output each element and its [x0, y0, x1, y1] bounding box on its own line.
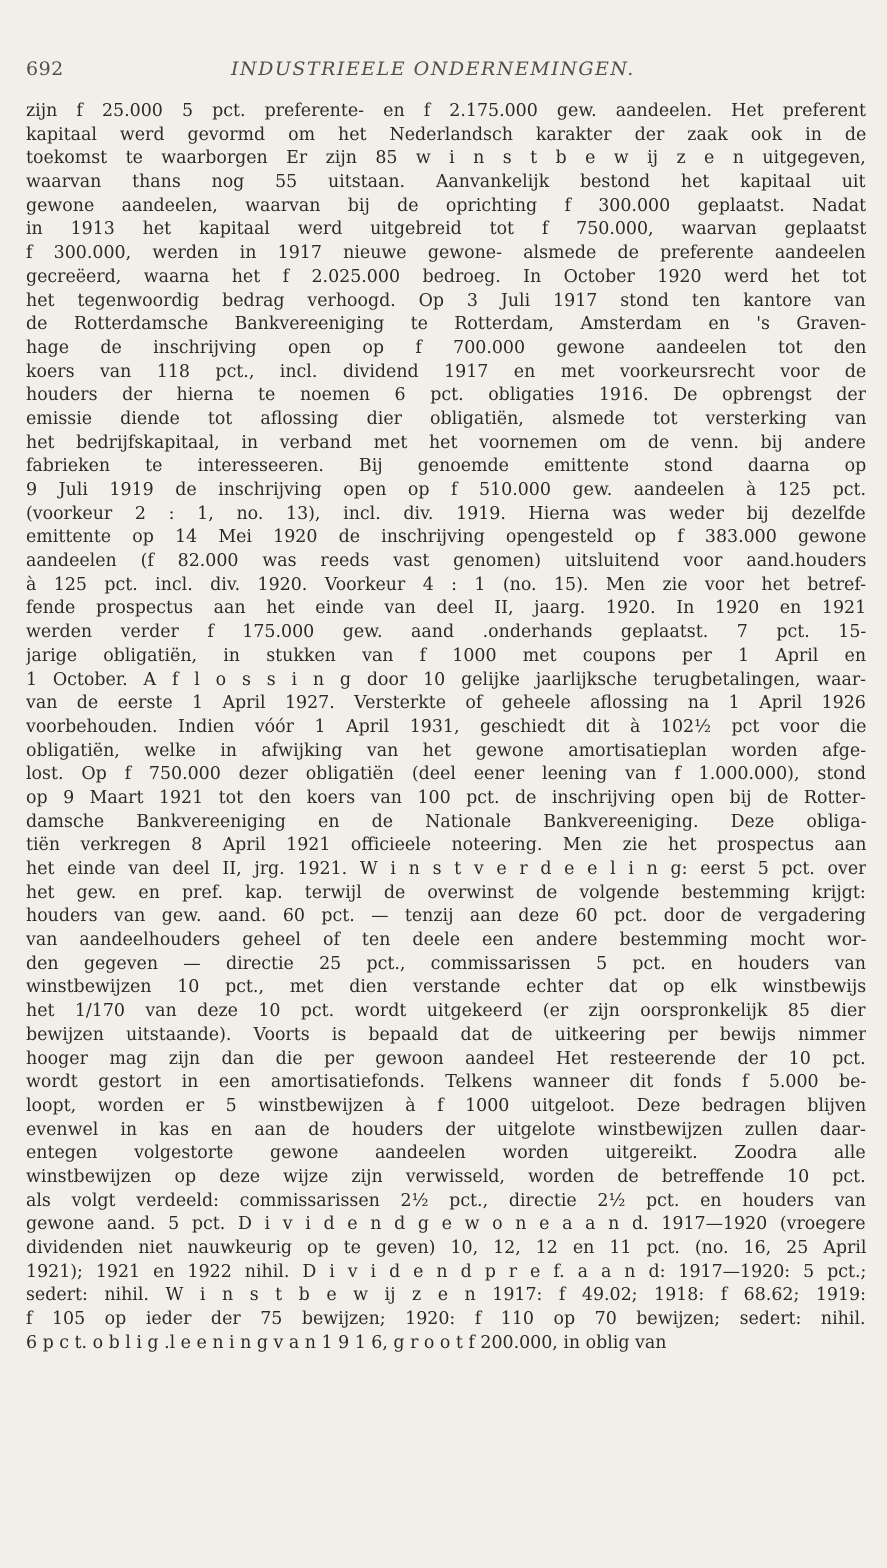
text-line: zijn f 25.000 5 pct. preferente- en f 2.175.000 gew. aandeelen. Het preferent [26, 101, 866, 121]
text-line: in 1913 het kapitaal werd uitgebreid tot f 750.000, waarvan geplaatst [26, 219, 866, 240]
text-line: van aandeelhouders geheel of ten deele een andere bestemming mocht wor- [26, 930, 866, 951]
text-line: sedert: nihil. W i n s t b e w ij z e n 1917: f 49.02; 1918: f 68.62; 1919: [26, 1285, 866, 1306]
body-text [26, 100, 866, 1355]
page-header [26, 50, 866, 90]
text-line: winstbewijzen 10 pct., met dien verstande echter dat op elk winstbewijs [26, 977, 866, 998]
text-line: f 105 op ieder der 75 bewijzen; 1920: f 110 op 70 bewijzen; sedert: nihil. [26, 1309, 866, 1330]
text-line: 6 p c t. o b l i g .l e e n i n g v a n 1 9 1 6, g r o o t f 200.000, in oblig van [26, 1332, 667, 1353]
text-line: fabrieken te interesseeren. Bij genoemde emittente stond daarna op [26, 456, 866, 477]
text-line: obligatiën, welke in afwijking van het gewone amortisatieplan worden afge- [26, 740, 866, 761]
text-line: f 300.000, werden in 1917 nieuwe gewone- alsmede de preferente aandeelen [26, 243, 866, 264]
text-line: 9 Juli 1919 de inschrijving open op f 510.000 gew. aandeelen à 125 pct. [26, 480, 866, 500]
text-line: het einde van deel II, jrg. 1921. W i n s t v e r d e e l i n g: eerst 5 pct. over [26, 859, 866, 879]
text-line: tiën verkregen 8 April 1921 officieele noteering. Men zie het prospectus aan [26, 835, 866, 856]
text-line: entegen volgestorte gewone aandeelen worden uitgereikt. Zoodra alle [26, 1143, 866, 1164]
text-line: emissie diende tot aflossing dier obligatiën, alsmede tot versterking van [26, 408, 866, 429]
text-line: gewone aandeelen, waarvan bij de oprichting f 300.000 geplaatst. Nadat [26, 195, 866, 216]
text-line: aandeelen (f 82.000 was reeds vast genomen) uitsluitend voor aand.houders [26, 551, 866, 572]
text-line: het bedrijfskapitaal, in verband met het voornemen om de venn. bij andere [26, 432, 866, 453]
page-number: 692 [26, 58, 64, 80]
text-line: gewone aand. 5 pct. D i v i d e n d g e w o n e a a n d. 1917—1920 (vroegere [26, 1214, 866, 1235]
text-line: het tegenwoordig bedrag verhoogd. Op 3 Juli 1917 stond ten kantore van [26, 290, 866, 311]
text-line: als volgt verdeeld: commissarissen 2½ pct., directie 2½ pct. en houders van [26, 1190, 866, 1211]
running-head: INDUSTRIEELE ONDERNEMINGEN. [231, 58, 635, 80]
text-line: loopt, worden er 5 winstbewijzen à f 1000 uitgeloot. Deze bedragen blijven [26, 1095, 866, 1116]
text-line: winstbewijzen op deze wijze zijn verwisseld, worden de betreffende 10 pct. [26, 1166, 866, 1187]
text-line: den gegeven — directie 25 pct., commissarissen 5 pct. en houders van [26, 953, 866, 974]
text-line: houders van gew. aand. 60 pct. — tenzij aan deze 60 pct. door de vergadering [26, 906, 866, 927]
text-line: gecreëerd, waarna het f 2.025.000 bedroeg. In October 1920 werd het tot [26, 266, 866, 287]
document-page [26, 50, 866, 1355]
text-line: wordt gestort in een amortisatiefonds. Telkens wanneer dit fonds f 5.000 be- [26, 1072, 866, 1093]
text-line: werden verder f 175.000 gew. aand .onderhands geplaatst. 7 pct. 15- [26, 622, 866, 643]
text-line: het gew. en pref. kap. terwijl de overwinst de volgende bestemming krijgt: [26, 882, 866, 903]
text-line: fende prospectus aan het einde van deel II, jaarg. 1920. In 1920 en 1921 [26, 598, 866, 619]
text-line: 1 October. A f l o s s i n g door 10 gelijke jaarlijksche terugbetalingen, waar- [26, 669, 866, 690]
text-line: van de eerste 1 April 1927. Versterkte of geheele aflossing na 1 April 1926 [26, 693, 866, 714]
text-line: het 1/170 van deze 10 pct. wordt uitgekeerd (er zijn oorspronkelijk 85 dier [26, 1001, 866, 1022]
text-line: hage de inschrijving open op f 700.000 gewone aandeelen tot den [26, 337, 866, 358]
text-line: lost. Op f 750.000 dezer obligatiën (deel eener leening van f 1.000.000), stond [26, 764, 866, 785]
text-line: houders der hierna te noemen 6 pct. obligaties 1916. De opbrengst der [26, 385, 866, 406]
text-line: hooger mag zijn dan die per gewoon aandeel Het resteerende der 10 pct. [26, 1048, 866, 1069]
text-line: op 9 Maart 1921 tot den koers van 100 pct. de inschrijving open bij de Rotter- [26, 787, 866, 808]
text-line: bewijzen uitstaande). Voorts is bepaald dat de uitkeering per bewijs nimmer [26, 1024, 866, 1045]
text-line: toekomst te waarborgen Er zijn 85 w i n s t b e w ij z e n uitgegeven, [26, 148, 866, 169]
text-line: evenwel in kas en aan de houders der uitgelote winstbewijzen zullen daar- [26, 1119, 866, 1140]
text-line: (voorkeur 2 : 1, no. 13), incl. div. 1919. Hierna was weder bij dezelfde [26, 503, 866, 524]
text-line: waarvan thans nog 55 uitstaan. Aanvankelijk bestond het kapitaal uit [26, 172, 866, 193]
text-line: à 125 pct. incl. div. 1920. Voorkeur 4 : 1 (no. 15). Men zie voor het betref- [26, 574, 866, 595]
text-line: voorbehouden. Indien vóór 1 April 1931, geschiedt dit à 102½ pct voor die [26, 716, 866, 737]
text-line: de Rotterdamsche Bankvereeniging te Rotterdam, Amsterdam en 's Graven- [26, 314, 866, 335]
text-line: jarige obligatiën, in stukken van f 1000 met coupons per 1 April en [26, 645, 866, 666]
text-line: 1921); 1921 en 1922 nihil. D i v i d e n d p r e f. a a n d: 1917—1920: 5 pct.; [26, 1261, 866, 1282]
text-line: damsche Bankvereeniging en de Nationale Bankvereeniging. Deze obliga- [26, 811, 866, 832]
text-line: dividenden niet nauwkeurig op te geven) 10, 12, 12 en 11 pct. (no. 16, 25 April [26, 1238, 866, 1258]
text-line: kapitaal werd gevormd om het Nederlandsch karakter der zaak ook in de [26, 124, 866, 145]
text-line: emittente op 14 Mei 1920 de inschrijving opengesteld op f 383.000 gewone [26, 527, 866, 548]
text-line: koers van 118 pct., incl. dividend 1917 en met voorkeursrecht voor de [26, 361, 866, 382]
